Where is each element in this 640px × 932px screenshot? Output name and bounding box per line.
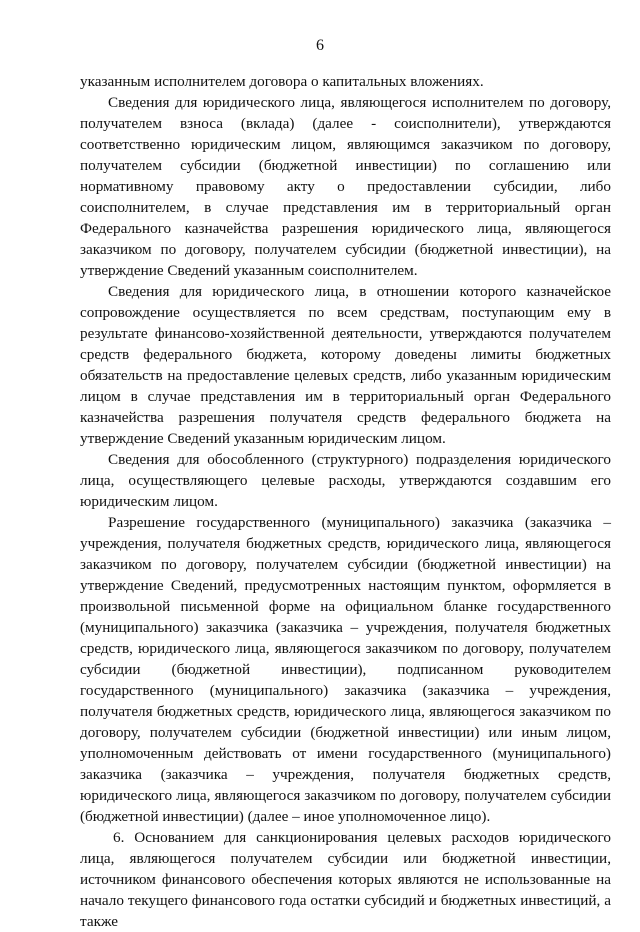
paragraph-customer-permission: Разрешение государственного (муниципального) заказчика (заказчика – учреждения, получателя бюджетных средств, юридического лица, являющегося заказчиком по договору, получателем субсидии (бюджетной инвестиции) на утверждение Сведений, предусмотренных настоящим пунктом, оформляется в произвольной письменной форме на официальном бланке государственного (муниципального) заказчика (заказчика – учреждения, получателя бюджетных средств, юридического лица, являющегося заказчиком по договору, получателем субсидии (бюджетной инвестиции), подписанном руководителем государственного (муниципального) заказчика (заказчика – учреждения, получателя бюджетных средств, юридического лица, являющегося заказчиком по договору, получателем субсидии (бюджетной инвестиции) или иным лицом, уполномоченным действовать от имени государственного (муниципального) заказчика (заказчика – учреждения, получателя бюджетных средств, юридического лица, являющегося заказчиком по договору, получателем субсидии (бюджетной инвестиции) (далее – иное уполномоченное лицо). — [80, 514, 611, 825]
paragraph-legal-entity-all-funds: Сведения для юридического лица, в отношении которого казначейское сопровождение осуществляется по всем средствам, поступающим ему в результате финансово-хозяйственной деятельности, утверждаются получателем средств федерального бюджета, которому доведены лимиты бюджетных обязательств на предоставление целевых средств, либо указанным юридическим лицом в случае представления им в территориальный орган Федерального казначейства разрешения получателя средств федерального бюджета на утверждение Сведений указанным юридическим лицом. — [80, 283, 611, 447]
paragraph-continuation: указанным исполнителем договора о капитальных вложениях. — [80, 73, 484, 90]
page-number: 6 — [316, 37, 324, 54]
body-text — [80, 71, 611, 932]
paragraph-item-6: 6. Основанием для санкционирования целевых расходов юридического лица, являющегося получателем субсидии или бюджетной инвестиции, источником финансового обеспечения которых являются не использованные на начало текущего финансового года остатки субсидий и бюджетных инвестиций, а также — [80, 829, 611, 930]
paragraph-co-executors: Сведения для юридического лица, являющегося исполнителем по договору, получателем взноса (вклада) (далее - соисполнители), утверждаются соответственно юридическим лицом, являющимся заказчиком по договору, получателем субсидии (бюджетной инвестиции) по соглашению или нормативному правовому акту о предоставлении субсидии, либо соисполнителем, в случае представления им в территориальный орган Федерального казначейства разрешения юридического лица, являющегося заказчиком по договору, получателем субсидии (бюджетной инвестиции), на утверждение Сведений указанным соисполнителем. — [80, 94, 611, 279]
paragraph-separate-subdivision: Сведения для обособленного (структурного) подразделения юридического лица, осуществляющего целевые расходы, утверждаются создавшим его юридическим лицом. — [80, 451, 611, 510]
